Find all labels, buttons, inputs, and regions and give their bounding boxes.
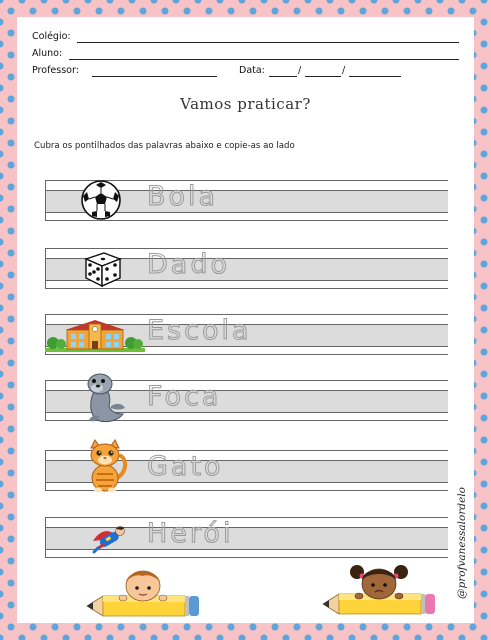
student-label: Aluno: (32, 48, 63, 59)
date-day-line[interactable] (269, 76, 297, 77)
school-line[interactable] (77, 42, 459, 43)
traced-word-bola: Bola (147, 181, 219, 212)
teacher-label: Professor: (32, 65, 79, 76)
soccer-ball-icon (80, 179, 122, 221)
superhero-icon (89, 523, 129, 555)
practice-row-escola[interactable] (45, 314, 448, 354)
practice-row-gato[interactable] (45, 450, 448, 490)
author-watermark: @profvanessalordelo (456, 487, 468, 599)
die-icon (80, 247, 124, 289)
school-building-icon (45, 315, 145, 353)
practice-row-heroi[interactable] (45, 517, 448, 557)
school-label: Colégio: (32, 31, 71, 42)
practice-row-foca[interactable] (45, 380, 448, 420)
traced-word-heroi: Herói (147, 518, 234, 549)
cat-icon (83, 438, 127, 494)
date-month-line[interactable] (305, 76, 341, 77)
student-line[interactable] (69, 59, 459, 60)
date-label: Data: (239, 65, 265, 76)
traced-word-escola: Escola (147, 315, 252, 346)
worksheet-sheet: Colégio: Aluno: Professor: Data: / / Vamos praticar? Cubra os pontilhados das palavras abaixo e copie-as ao lado Bola Dado Escola Foca Gato Herói @profvanessalordelo (17, 17, 474, 623)
instructions: Cubra os pontilhados das palavras abaixo e copie-as ao lado (34, 141, 295, 151)
date-year-line[interactable] (349, 76, 401, 77)
traced-word-foca: Foca (147, 381, 222, 412)
practice-row-bola[interactable] (45, 180, 448, 220)
girl-pencil-icon (321, 562, 437, 620)
page-title: Vamos praticar? (180, 95, 311, 113)
seal-icon (81, 370, 129, 424)
traced-word-gato: Gato (147, 451, 224, 482)
teacher-line[interactable] (92, 76, 217, 77)
boy-pencil-icon (85, 566, 201, 622)
traced-word-dado: Dado (147, 249, 230, 280)
practice-row-dado[interactable] (45, 248, 448, 288)
